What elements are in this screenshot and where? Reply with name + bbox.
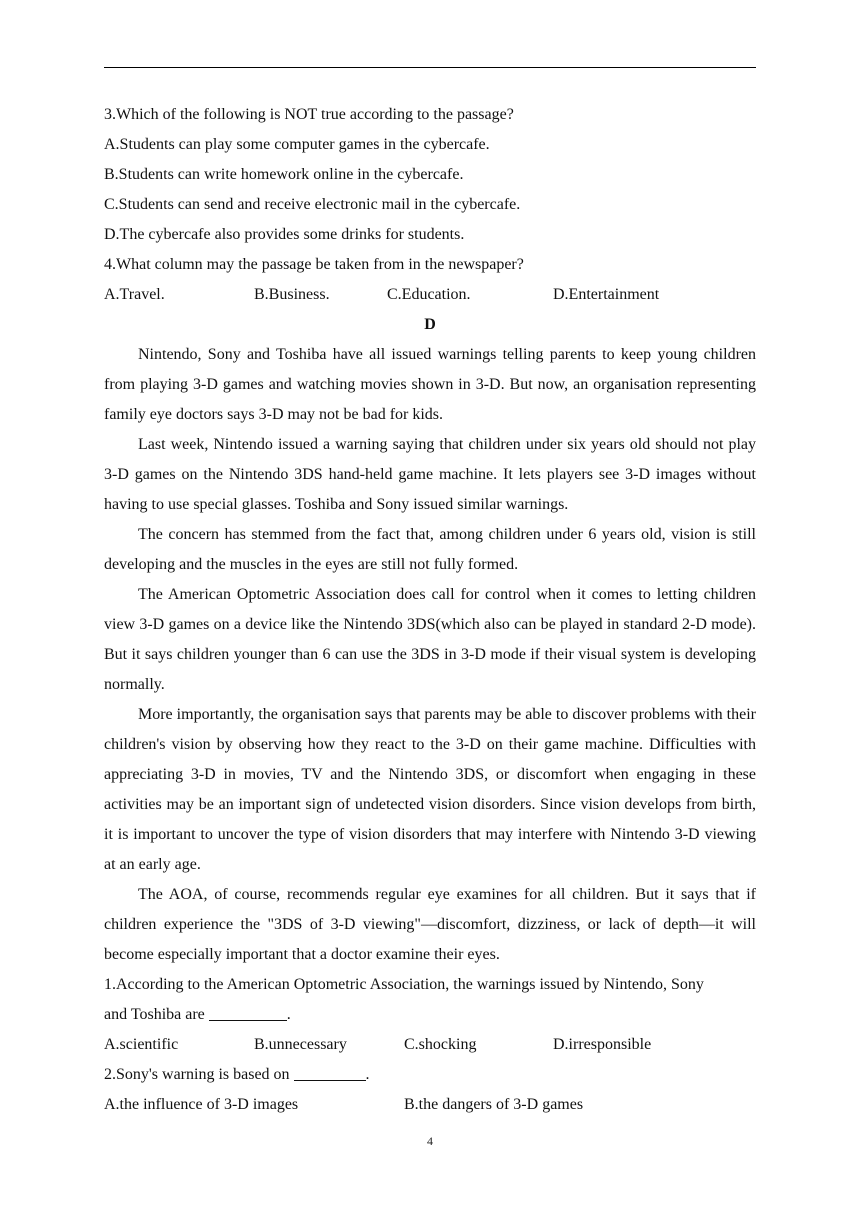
passage-paragraph-1: Nintendo, Sony and Toshiba have all issued warnings telling parents to keep young children from playing 3-D games and watching movies shown in 3-D. But now, an organisation representing family eye doctors says 3-D may not be bad for kids. bbox=[104, 346, 756, 423]
page-number: 4 bbox=[427, 1134, 433, 1148]
d-question-1-stem-line-1: 1.According to the American Optometric Association, the warnings issued by Nintendo, Sony bbox=[104, 976, 704, 993]
question-4-option-a: A.Travel. bbox=[104, 286, 165, 303]
d-question-2-options bbox=[104, 1090, 756, 1120]
question-4-options bbox=[104, 280, 756, 310]
passage-paragraph-2: Last week, Nintendo issued a warning saying that children under six years old should not play 3-D games on the Nintendo 3DS hand-held game machine. It lets players see 3-D images without having to use special glasses. Toshiba and Sony issued similar warnings. bbox=[104, 436, 756, 513]
header-rule bbox=[104, 67, 756, 68]
answer-blank bbox=[294, 1064, 366, 1081]
passage-paragraph-4: The American Optometric Association does call for control when it comes to letting children view 3-D games on a device like the Nintendo 3DS(which also can be played in standard 2-D mode). But it says children younger than 6 can use the 3DS in 3-D mode if their visual system is developing normally. bbox=[104, 586, 756, 693]
d-question-2-stem-post: . bbox=[365, 1066, 370, 1083]
passage-paragraph-6: The AOA, of course, recommends regular eye examines for all children. But it says that if children experience the "3DS of 3-D viewing"—discomfort, dizziness, or lack of depth—it will become especially important that a doctor examine their eyes. bbox=[104, 886, 756, 963]
d-question-1-option-b: B.unnecessary bbox=[254, 1036, 347, 1053]
page-content bbox=[104, 100, 756, 1120]
passage-paragraph-3: The concern has stemmed from the fact that, among children under 6 years old, vision is still developing and the muscles in the eyes are still not fully formed. bbox=[104, 526, 756, 573]
d-question-2-stem bbox=[104, 1060, 756, 1090]
question-3-option-d: D.The cybercafe also provides some drinks for students. bbox=[104, 226, 465, 243]
question-4-option-b: B.Business. bbox=[254, 286, 330, 303]
question-4-option-c: C.Education. bbox=[387, 286, 471, 303]
question-4-stem: 4.What column may the passage be taken from in the newspaper? bbox=[104, 256, 524, 273]
d-question-1-stem-pre: and Toshiba are bbox=[104, 1006, 209, 1023]
d-question-2-option-b: B.the dangers of 3-D games bbox=[404, 1096, 584, 1113]
d-question-1-options bbox=[104, 1030, 756, 1060]
d-question-1-stem-post: . bbox=[286, 1006, 291, 1023]
d-question-2-stem-pre: 2.Sony's warning is based on bbox=[104, 1066, 294, 1083]
question-3-option-c: C.Students can send and receive electronic mail in the cybercafe. bbox=[104, 196, 521, 213]
passage-paragraph-5: More importantly, the organisation says that parents may be able to discover problems with their children's vision by observing how they react to the 3-D on their game machine. Difficulties with appreciating 3-D in movies, TV and the Nintendo 3DS, or discomfort when engaging in these activities may be an important sign of undetected vision disorders. Since vision develops from birth, it is important to uncover the type of vision disorders that may interfere with Nintendo 3-D viewing at an early age. bbox=[104, 706, 756, 873]
question-4-option-d: D.Entertainment bbox=[553, 286, 660, 303]
section-heading: D bbox=[424, 316, 436, 333]
d-question-1-option-c: C.shocking bbox=[404, 1036, 477, 1053]
answer-blank bbox=[209, 1004, 287, 1021]
d-question-2-option-a: A.the influence of 3-D images bbox=[104, 1096, 299, 1113]
d-question-1-option-a: A.scientific bbox=[104, 1036, 179, 1053]
d-question-1-option-d: D.irresponsible bbox=[553, 1036, 652, 1053]
question-3-option-b: B.Students can write homework online in the cybercafe. bbox=[104, 166, 464, 183]
d-question-1-stem-line-2 bbox=[104, 1000, 756, 1030]
question-3-stem: 3.Which of the following is NOT true according to the passage? bbox=[104, 106, 514, 123]
question-3-option-a: A.Students can play some computer games in the cybercafe. bbox=[104, 136, 490, 153]
